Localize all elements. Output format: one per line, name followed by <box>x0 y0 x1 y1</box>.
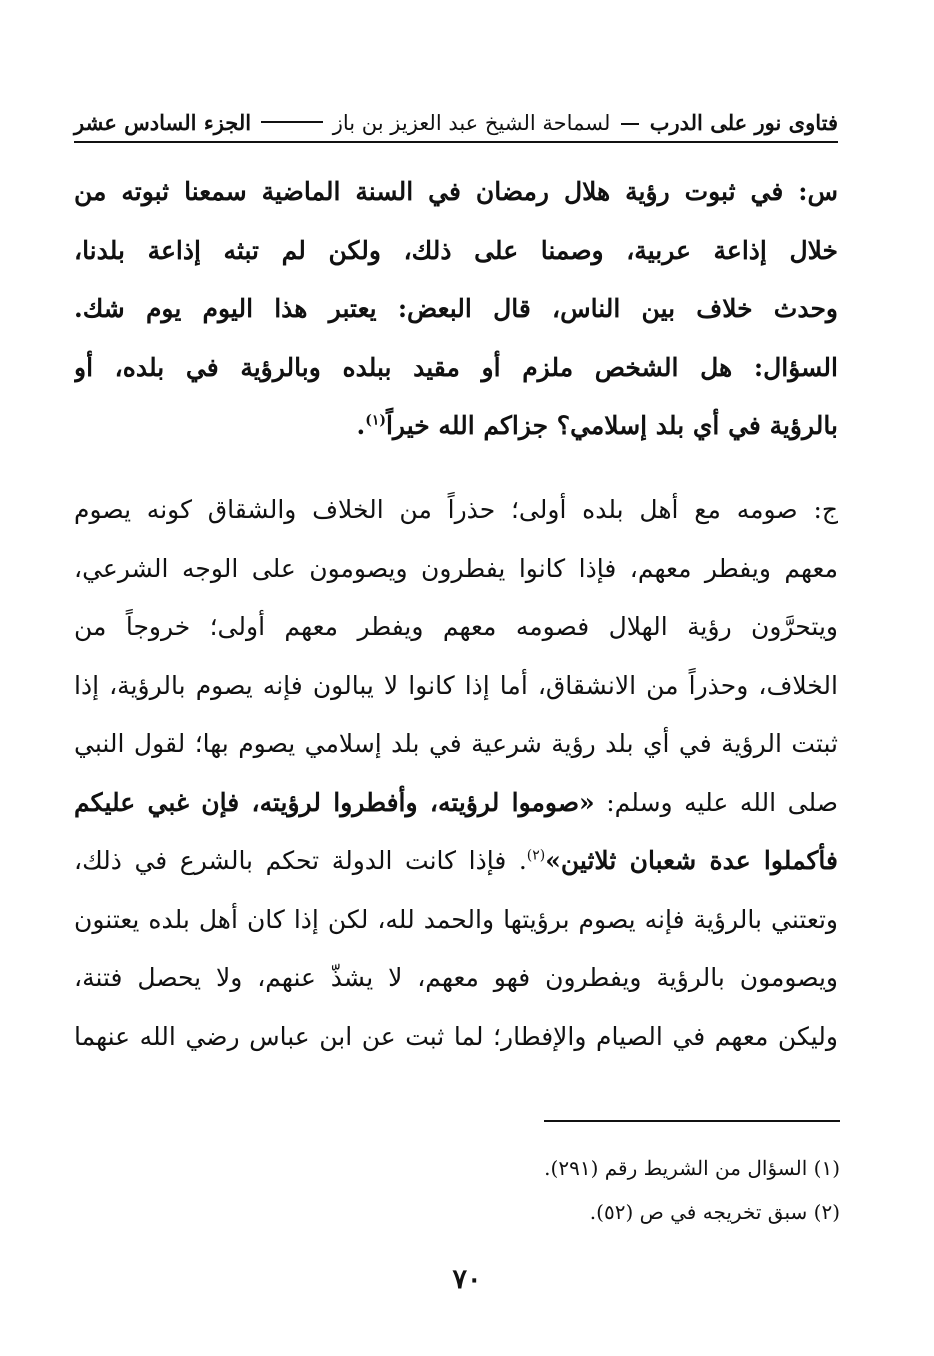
answer-line: الخلاف، وحذراً من الانشقاق، أما إذا كانوا لا يبالون فإنه يصوم بالرؤية، إذا <box>74 670 838 700</box>
footnote-ref[interactable]: (١) <box>365 412 386 429</box>
question-line: خلال إذاعة عربية، وصمنا على ذلك، ولكن لم تبثه إذاعة بلدنا، <box>74 235 838 265</box>
question-text: بالرؤية في أي بلد إسلامي؟ جزاكم الله خيراً <box>385 411 838 440</box>
answer-label: ج: <box>813 495 838 524</box>
header-dash-line <box>261 121 323 123</box>
book-title: فتاوى نور على الدرب <box>649 109 838 135</box>
answer-line: وليكن معهم في الصيام والإفطار؛ لما ثبت عن ابن عباس رضي الله عنهما <box>74 1021 838 1051</box>
author-name: لسماحة الشيخ عبد العزيز بن باز <box>332 110 611 135</box>
footnote-rule <box>544 1120 840 1122</box>
answer-line <box>74 774 838 833</box>
question-label: س: <box>798 177 838 206</box>
answer-line: وتعتني بالرؤية فإنه يصوم برؤيتها والحمد لله، لكن إذا كان أهل بلده يعتنون <box>74 904 838 934</box>
answer-line: ويصومون بالرؤية ويفطرون فهو معهم، لا يشذّ عنهم، ولا يحصل فتنة، <box>74 963 838 992</box>
hadith-quote: فأكملوا عدة شعبان ثلاثين» <box>545 846 838 875</box>
footnote-2: (٢) سبق تخريجه في ص (٥٢). <box>589 1200 840 1224</box>
footnote-ref[interactable]: (٢) <box>526 847 546 864</box>
question-line: وحدث خلاف بين الناس، قال البعض: يعتبر هذا اليوم يوم شك. <box>74 294 838 323</box>
question-line <box>74 163 838 222</box>
answer-text: . فإذا كانت الدولة تحكم بالشرع في ذلك، <box>74 846 527 875</box>
page-number: ٧٠ <box>452 1264 482 1295</box>
answer-line <box>74 481 838 540</box>
question-line: السؤال: هل الشخص ملزم أو مقيد ببلده وبالرؤية في بلده، أو <box>74 352 838 382</box>
answer-line: ثبتت الرؤية في أي بلد رؤية شرعية في بلد إسلامي يصوم بها؛ لقول النبي <box>74 729 838 758</box>
answer-line: معهم ويفطر معهم، فإذا كانوا يفطرون ويصومون على الوجه الشرعي، <box>74 553 838 583</box>
header-title-group <box>333 110 838 135</box>
question-text: في ثبوت رؤية هلال رمضان في السنة الماضية سمعنا ثبوته من <box>74 177 784 206</box>
header-separator <box>621 123 639 125</box>
running-header <box>74 104 838 140</box>
answer-line <box>74 832 838 891</box>
header-rule <box>74 141 838 143</box>
footnotes <box>74 1146 840 1234</box>
footnote-1: (١) السؤال من الشريط رقم (٢٩١). <box>544 1156 840 1180</box>
answer-text: صومه مع أهل بلده أولى؛ حذراً من الخلاف والشقاق كونه يصوم <box>74 495 798 524</box>
answer-line: ويتحرَّون رؤية الهلال فصومه معهم ويفطر معهم أولى؛ خروجاً من <box>74 612 838 641</box>
hadith-quote: «صوموا لرؤيته، وأفطروا لرؤيته، فإن غبي عليكم <box>74 787 595 817</box>
question-line: بالرؤية في أي بلد إسلامي؟ جزاكم الله خيراً$^{(١)}$. <box>356 411 838 440</box>
question-block <box>74 163 838 456</box>
answer-text: صلى الله عليه وسلم: <box>606 787 838 817</box>
volume-part: الجزء السادس عشر <box>74 109 252 135</box>
answer-block <box>74 481 838 1066</box>
